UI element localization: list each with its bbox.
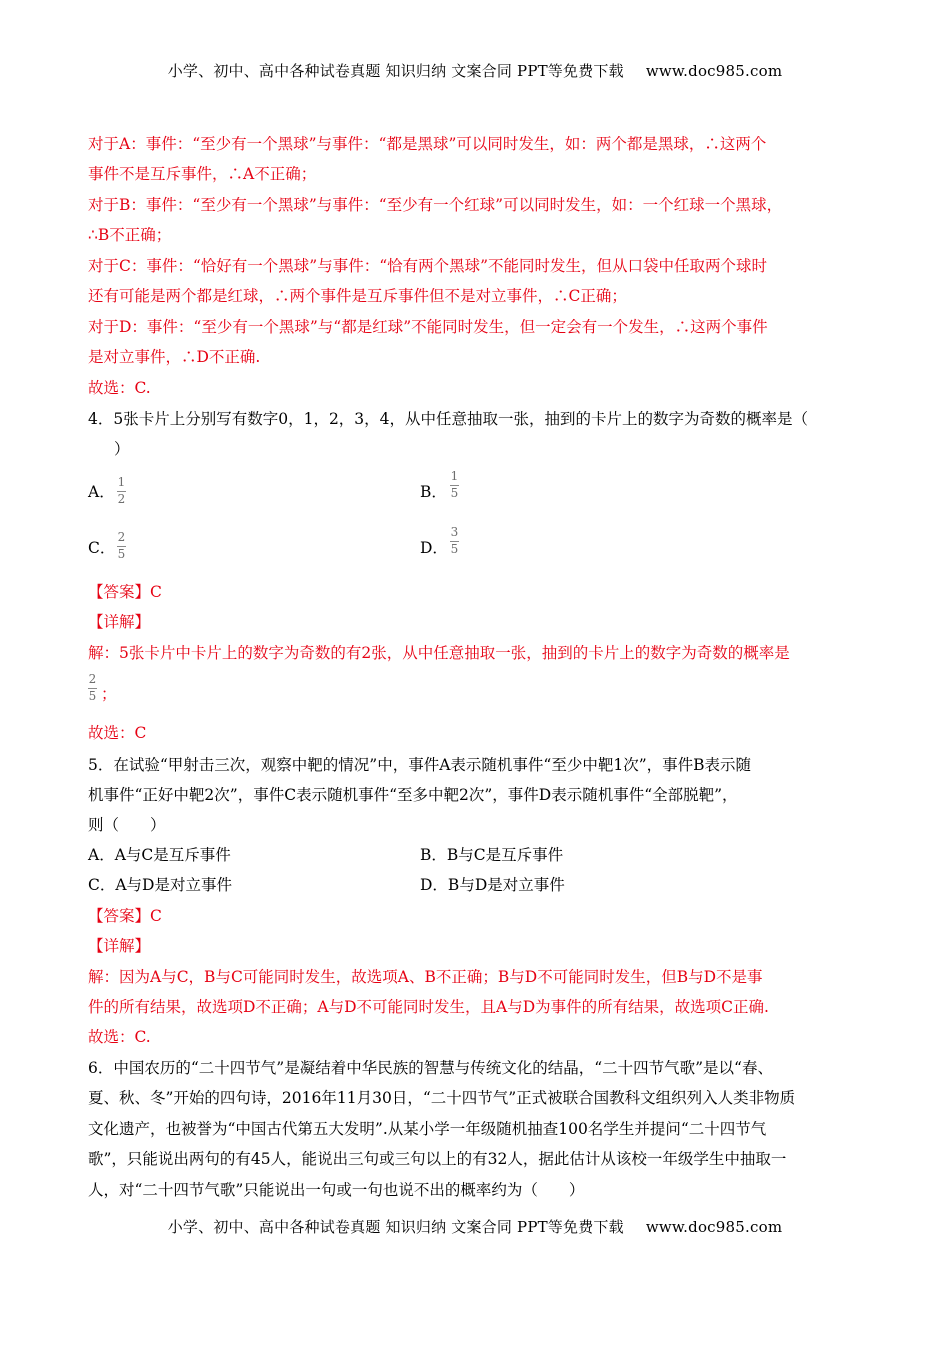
analysis-d-line1: 对于D：事件：“至少有一个黑球”与“都是红球”不能同时发生，但一定会有一个发生，∴这两个事件 <box>88 318 768 336</box>
q5-stem-line3: 则（ ） <box>88 816 166 834</box>
analysis-d-line2: 是对立事件，∴D不正确. <box>88 348 261 366</box>
q4-option-b-label: B． <box>420 483 447 501</box>
footer-text: 小学、初中、高中各种试卷真题 知识归纳 文案合同 PPT等免费下载 <box>167 1218 624 1236</box>
q4-option-d-numerator: 3 <box>450 525 459 539</box>
analysis-a-line1: 对于A：事件：“至少有一个黑球”与事件：“都是黑球”可以同时发生，如：两个都是黑球，∴这两个 <box>88 135 767 153</box>
q4-option-d-denominator: 5 <box>450 542 459 556</box>
header-site-link[interactable]: www.doc985.com <box>645 62 783 80</box>
q4-option-a-denominator: 2 <box>117 492 126 506</box>
analysis-c-line2: 还有可能是两个都是红球，∴两个事件是互斥事件但不是对立事件，∴C正确； <box>88 287 627 305</box>
q5-detail-line2: 件的所有结果，故选项D不正确；A与D不可能同时发生，且A与D为事件的所有结果，故选项C正确. <box>88 998 769 1016</box>
analysis-b-line2: ∴B不正确； <box>88 226 172 244</box>
q4-detail-title: 【详解】 <box>88 613 151 631</box>
q4-detail-end: ； <box>101 685 117 703</box>
q4-option-c-numerator: 2 <box>117 530 126 544</box>
q4-detail-line1: 解：5张卡片中卡片上的数字为奇数的有2张，从中任意抽取一张，抽到的卡片上的数字为奇数的概率是 <box>88 644 790 662</box>
q4-option-c-label: C． <box>88 539 116 557</box>
q4-detail-denominator: 5 <box>88 689 97 703</box>
q5-answer: 【答案】C <box>88 907 162 925</box>
q4-option-b-denominator: 5 <box>450 486 459 500</box>
header-text: 小学、初中、高中各种试卷真题 知识归纳 文案合同 PPT等免费下载 <box>167 62 624 80</box>
q4-option-a-fraction <box>117 476 126 506</box>
q5-stem-line1: 5．在试验“甲射击三次，观察中靶的情况”中，事件A表示随机事件“至少中靶1次”，事件B表示随 <box>88 756 752 774</box>
q5-detail-line1: 解：因为A与C，B与C可能同时发生，故选项A、B不正确；B与D不可能同时发生，但B与D不是事 <box>88 968 763 986</box>
q5-option-d: D．B与D是对立事件 <box>420 876 565 894</box>
q4-option-b-fraction <box>450 470 459 500</box>
q5-option-a: A．A与C是互斥事件 <box>88 846 231 864</box>
analysis-b-line1: 对于B：事件：“至少有一个黑球”与事件：“至少有一个红球”可以同时发生，如：一个红球一个黑球， <box>88 196 783 214</box>
q4-answer: 【答案】C <box>88 583 162 601</box>
q6-stem-line3: 文化遗产，也被誉为“中国古代第五大发明”.从某小学一年级随机抽查100名学生并提问“二十四节气 <box>88 1120 767 1138</box>
q4-option-d-label: D． <box>420 539 448 557</box>
q5-choice: 故选：C. <box>88 1028 151 1046</box>
q6-stem-line2: 夏、秋、冬”开始的四句诗，2016年11月30日，“二十四节气”正式被联合国教科文组织列入人类非物质 <box>88 1089 796 1107</box>
q5-option-b: B．B与C是互斥事件 <box>420 846 564 864</box>
analysis-choice: 故选：C. <box>88 379 151 397</box>
q6-stem-line1: 6．中国农历的“二十四节气”是凝结着中华民族的智慧与传统文化的结晶，“二十四节气歌”是以“春、 <box>88 1059 773 1077</box>
page-footer <box>0 1216 950 1237</box>
q4-detail-fraction <box>88 673 97 703</box>
q6-stem-line4: 歌”，只能说出两句的有45人，能说出三句或三句以上的有32人，据此估计从该校一年级学生中抽取一 <box>88 1150 787 1168</box>
analysis-a-line2: 事件不是互斥事件，∴A不正确； <box>88 165 317 183</box>
q6-stem-line5: 人，对“二十四节气歌”只能说出一句或一句也说不出的概率约为（ ） <box>88 1181 585 1199</box>
q4-option-b <box>420 482 447 502</box>
analysis-c-line1: 对于C：事件：“恰好有一个黑球”与事件：“恰有两个黑球”不能同时发生，但从口袋中任取两个球时 <box>88 257 768 275</box>
q4-option-a <box>88 482 115 502</box>
q4-option-a-label: A． <box>88 483 115 501</box>
q4-option-c-denominator: 5 <box>117 547 126 561</box>
footer-site-link[interactable]: www.doc985.com <box>645 1218 783 1236</box>
q4-detail-numerator: 2 <box>88 672 97 686</box>
q4-choice: 故选：C <box>88 724 147 742</box>
q4-stem-line1: 4．5张卡片上分别写有数字0，1，2，3，4，从中任意抽取一张，抽到的卡片上的数字为奇数的概率是（ <box>88 410 809 428</box>
q4-option-a-numerator: 1 <box>117 475 126 489</box>
q4-option-b-numerator: 1 <box>450 469 459 483</box>
q4-option-c-fraction <box>117 531 126 561</box>
q5-option-c: C．A与D是对立事件 <box>88 876 232 894</box>
q5-stem-line2: 机事件“正好中靶2次”，事件C表示随机事件“至多中靶2次”，事件D表示随机事件“全部脱靶”， <box>88 786 738 804</box>
q4-stem-line2: ） <box>114 440 130 458</box>
q4-option-d <box>420 538 448 558</box>
page-header <box>0 60 950 81</box>
q4-option-c <box>88 538 115 558</box>
q4-option-d-fraction <box>450 526 459 556</box>
q5-detail-title: 【详解】 <box>88 937 151 955</box>
